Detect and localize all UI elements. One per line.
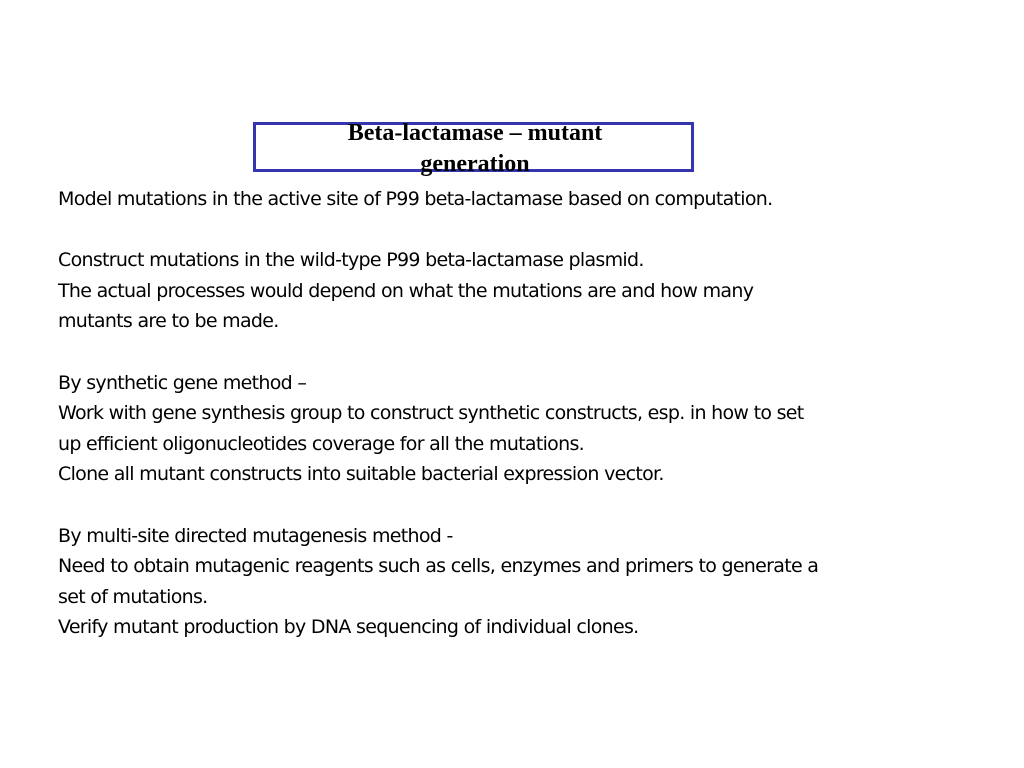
body-line: Construct mutations in the wild-type P99 beta-lactamase plasmid. bbox=[58, 249, 644, 272]
body-line: By synthetic gene method – bbox=[58, 371, 307, 394]
body-line: Need to obtain mutagenic reagents such as cells, enzymes and primers to generate a bbox=[58, 555, 819, 578]
paragraph-gap bbox=[58, 215, 958, 246]
body-line: By multi-site directed mutagenesis method - bbox=[58, 524, 453, 547]
body-line: Clone all mutant constructs into suitable bacterial expression vector. bbox=[58, 463, 664, 486]
title-line-2: generation bbox=[420, 151, 530, 177]
body-line: up efficient oligonucleotides coverage for all the mutations. bbox=[58, 432, 584, 455]
body-line: set of mutations. bbox=[58, 585, 208, 608]
body-line: Work with gene synthesis group to construct synthetic constructs, esp. in how to set bbox=[58, 402, 804, 425]
body-line: Verify mutant production by DNA sequencing of individual clones. bbox=[58, 616, 639, 639]
slide-title bbox=[253, 118, 697, 180]
paragraph-gap bbox=[58, 490, 958, 521]
body-line: Model mutations in the active site of P99 beta-lactamase based on computation. bbox=[58, 188, 773, 210]
slide-body bbox=[58, 184, 958, 643]
body-line: mutants are to be made. bbox=[58, 310, 279, 333]
paragraph-gap bbox=[58, 337, 958, 368]
body-line: The actual processes would depend on what the mutations are and how many bbox=[58, 279, 754, 302]
title-line-1: Beta-lactamase – mutant bbox=[347, 120, 603, 146]
